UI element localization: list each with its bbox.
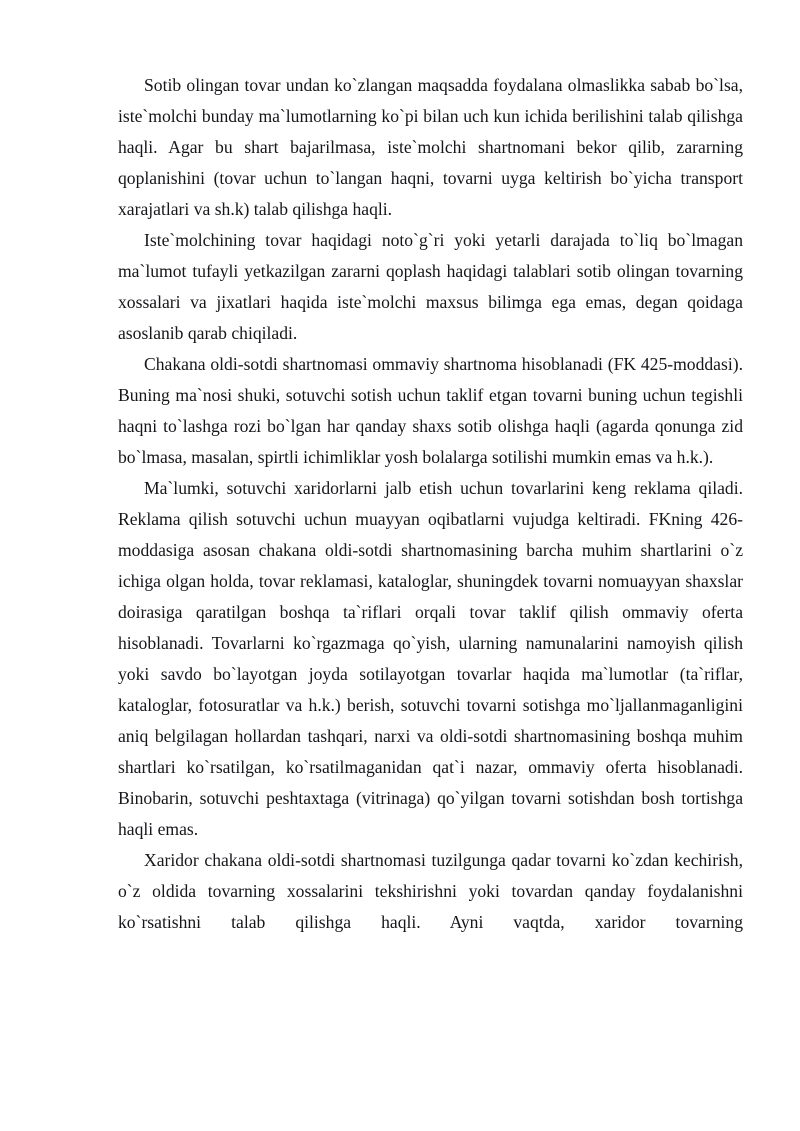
paragraph-4: Ma`lumki, sotuvchi xaridorlarni jalb etish uchun tovarlarini keng reklama qiladi. Reklama qilish sotuvchi uchun muayyan oqibatlarni vujudga keltiradi. FKning 426-moddasiga asosan chakana oldi-sotdi shartnomasining barcha muhim shartlarini o`z ichiga olgan holda, tovar reklamasi, kataloglar, shuningdek tovarni nomuayyan shaxslar doirasiga qaratilgan boshqa ta`riflari orqali tovar taklif qilish ommaviy oferta hisoblanadi. Tovarlarni ko`rgazmaga qo`yish, ularning namunalarini namoyish qilish yoki savdo bo`layotgan joyda sotilayotgan tovarlar haqida ma`lumotlar (ta`riflar, kataloglar, fotosuratlar va h.k.) berish, sotuvchi tovarni sotishga mo`ljallanmaganligini aniq belgilagan hollardan tashqari, narxi va oldi-sotdi shartnomasining boshqa muhim shartlari ko`rsatilgan, ko`rsatilmaganidan qat`i nazar, ommaviy oferta hisoblanadi. Binobarin, sotuvchi peshtaxtaga (vitrinaga) qo`yilgan tovarni sotishdan bosh tortishga haqli emas. (118, 478, 743, 839)
paragraph-3: Chakana oldi-sotdi shartnomasi ommaviy shartnoma hisoblanadi (FK 425-moddasi). Buning ma`nosi shuki, sotuvchi sotish uchun taklif etgan tovarni buning uchun tegishli haqni to`lashga rozi bo`lgan har qanday shaxs sotib olishga haqli (agarda qonunga zid bo`lmasa, masalan, spirtli ichimliklar yosh bolalarga sotilishi mumkin emas va h.k.). (118, 354, 743, 467)
paragraph-1: Sotib olingan tovar undan ko`zlangan maqsadda foydalana olmaslikka sabab bo`lsa, iste`molchi bunday ma`lumotlarning ko`pi bilan uch kun ichida berilishini talab qilishga haqli. Agar bu shart bajarilmasa, iste`molchi shartnomani bekor qilib, zararning qoplanishini (tovar uchun to`langan haqni, tovarni uyga keltirish bo`yicha transport xarajatlari va sh.k) talab qilishga haqli. (118, 75, 743, 219)
paragraph-5: Xaridor chakana oldi-sotdi shartnomasi tuzilgunga qadar tovarni ko`zdan kechirish, o`z oldida tovarning xossalarini tekshirishni yoki tovardan qanday foydalanishni ko`rsatishni talab qilishga haqli. Ayni vaqtda, xaridor tovarning (118, 850, 743, 932)
paragraph-2: Iste`molchining tovar haqidagi noto`g`ri yoki yetarli darajada to`liq bo`lmagan ma`lumot tufayli yetkazilgan zararni qoplash haqidagi talablari sotib olingan tovarning xossalari va jixatlari haqida iste`molchi maxsus bilimga ega emas, degan qoidaga asoslanib qarab chiqiladi. (118, 230, 743, 343)
page-text-body (118, 70, 743, 969)
